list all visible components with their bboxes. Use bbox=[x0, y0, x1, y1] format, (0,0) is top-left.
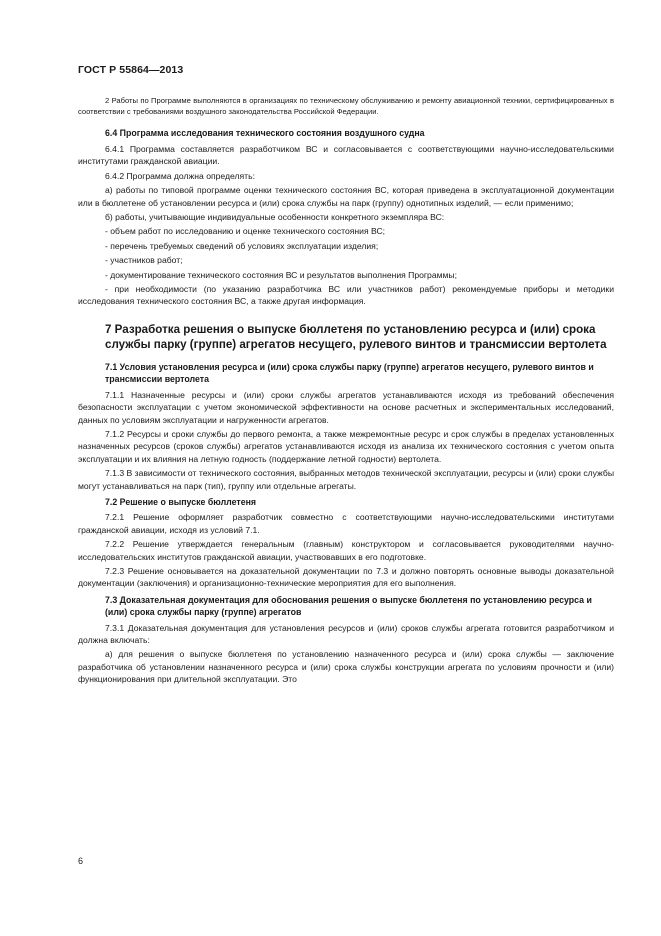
paragraph-7-3-1: 7.3.1 Доказательная документация для установления ресурсов и (или) сроков службы агрегата готовится разработчиком и должна включать: bbox=[78, 622, 614, 645]
dash-item-5: - при необходимости (по указанию разработчика ВС или участников работ) рекомендуемые приборы и методики исследования технического состояния ВС, а также другая информация. bbox=[78, 284, 614, 307]
paragraph-7-1-3: 7.1.3 В зависимости от технического состояния, выбранных методов технической эксплуатации, ресурсы и (или) сроки службы могут устанавливаться на парк (тип), группу или отдельные агрегаты. bbox=[78, 468, 614, 491]
dash-item-4: - документирование технического состояния ВС и результатов выполнения Программы; bbox=[105, 269, 457, 280]
section-7-2-title: 7.2 Решение о выпуске бюллетеня bbox=[105, 496, 257, 507]
document-body bbox=[78, 96, 614, 686]
dash-item-1: - объем работ по исследованию и оценке технического состояния ВС; bbox=[105, 226, 386, 237]
section-7-3-title: 7.3 Доказательная документация для обоснования решения о выпуске бюллетеня по установлению ресурса и (или) срока службы парку (группе) агрегатов bbox=[105, 594, 592, 618]
paragraph-6-4-2: 6.4.2 Программа должна определять: bbox=[105, 170, 255, 181]
document-header: ГОСТ Р 55864—2013 bbox=[78, 64, 184, 76]
paragraph-6-4-1: 6.4.1 Программа составляется разработчиком ВС и согласовывается с соответствующими научно-исследовательскими институтами гражданской авиации. bbox=[78, 144, 614, 167]
paragraph-7-1-2: 7.1.2 Ресурсы и сроки службы до первого ремонта, а также межремонтные ресурс и срок службы в пределах установленных назначенных ресурсов (сроков службы) агрегатов устанавливаются исходя из анализа их технического состояния с учетом опыта эксплуатации и их влияния на летную годность (поддержание летной годности) вертолета. bbox=[78, 428, 614, 464]
paragraph-7-2-3: 7.2.3 Решение основывается на доказательной документации по 7.3 и должно повторять основные выводы доказательной документации (заключения) и организационно-технические мероприятия для его выполнения. bbox=[78, 565, 614, 589]
dash-item-3: - участников работ; bbox=[105, 255, 183, 266]
paragraph-7-2-1: 7.2.1 Решение оформляет разработчик совместно с соответствующими научно-исследовательскими институтами гражданской авиации, исходя из условий 7.1. bbox=[78, 512, 614, 535]
note-paragraph: 2 Работы по Программе выполняются в организациях по техническому обслуживанию и ремонту авиационной техники, сертифицированных в соответствии с требованиями воздушного законодательства Российской Федерации. bbox=[78, 96, 614, 116]
dash-item-2: - перечень требуемых сведений об условиях эксплуатации изделия; bbox=[105, 240, 379, 251]
paragraph-7-3-1-a: а) для решения о выпуске бюллетеня по установлению назначенного ресурса и (или) срока службы — заключение разработчика об установлении назначенного ресурса и (или) срока службы конструкции агрегата по условиям прочности и (или) функционирования при длительной эксплуатации. Это bbox=[78, 649, 614, 685]
list-item-b: б) работы, учитывающие индивидуальные особенности конкретного экземпляра ВС: bbox=[105, 212, 445, 223]
section-7-1-title: 7.1 Условия установления ресурса и (или) срока службы парку (группе) агрегатов несущего, рулевого винтов и трансмиссии вертолета bbox=[105, 361, 594, 385]
list-item-a: а) работы по типовой программе оценки технического состояния ВС, которая приведена в эксплуатационной документации или в бюллетене об установлении ресурса и (или) срока службы на парк (группу) однотипных изделий, — если применимо; bbox=[78, 185, 614, 208]
page-number: 6 bbox=[78, 856, 84, 866]
section-6-4-title: 6.4 Программа исследования технического состояния воздушного судна bbox=[105, 127, 425, 138]
section-7-title: 7 Разработка решения о выпуске бюллетеня по установлению ресурса и (или) срока службы парку (группе) агрегатов несущего, рулевого винтов и трансмиссии вертолета bbox=[105, 322, 607, 351]
paragraph-7-2-2: 7.2.2 Решение утверждается генеральным (главным) конструктором и согласовывается руководителями научно-исследовательских институтов гражданской авиации, участвовавших в его подготовке. bbox=[78, 539, 614, 562]
paragraph-7-1-1: 7.1.1 Назначенные ресурсы и (или) сроки службы агрегатов устанавливаются исходя из требований обеспечения безопасности эксплуатации с учетом экономической эффективности на основе расчетных и экспериментальных исследований, данных по условиям эксплуатации и нагруженности агрегатов. bbox=[78, 389, 614, 425]
